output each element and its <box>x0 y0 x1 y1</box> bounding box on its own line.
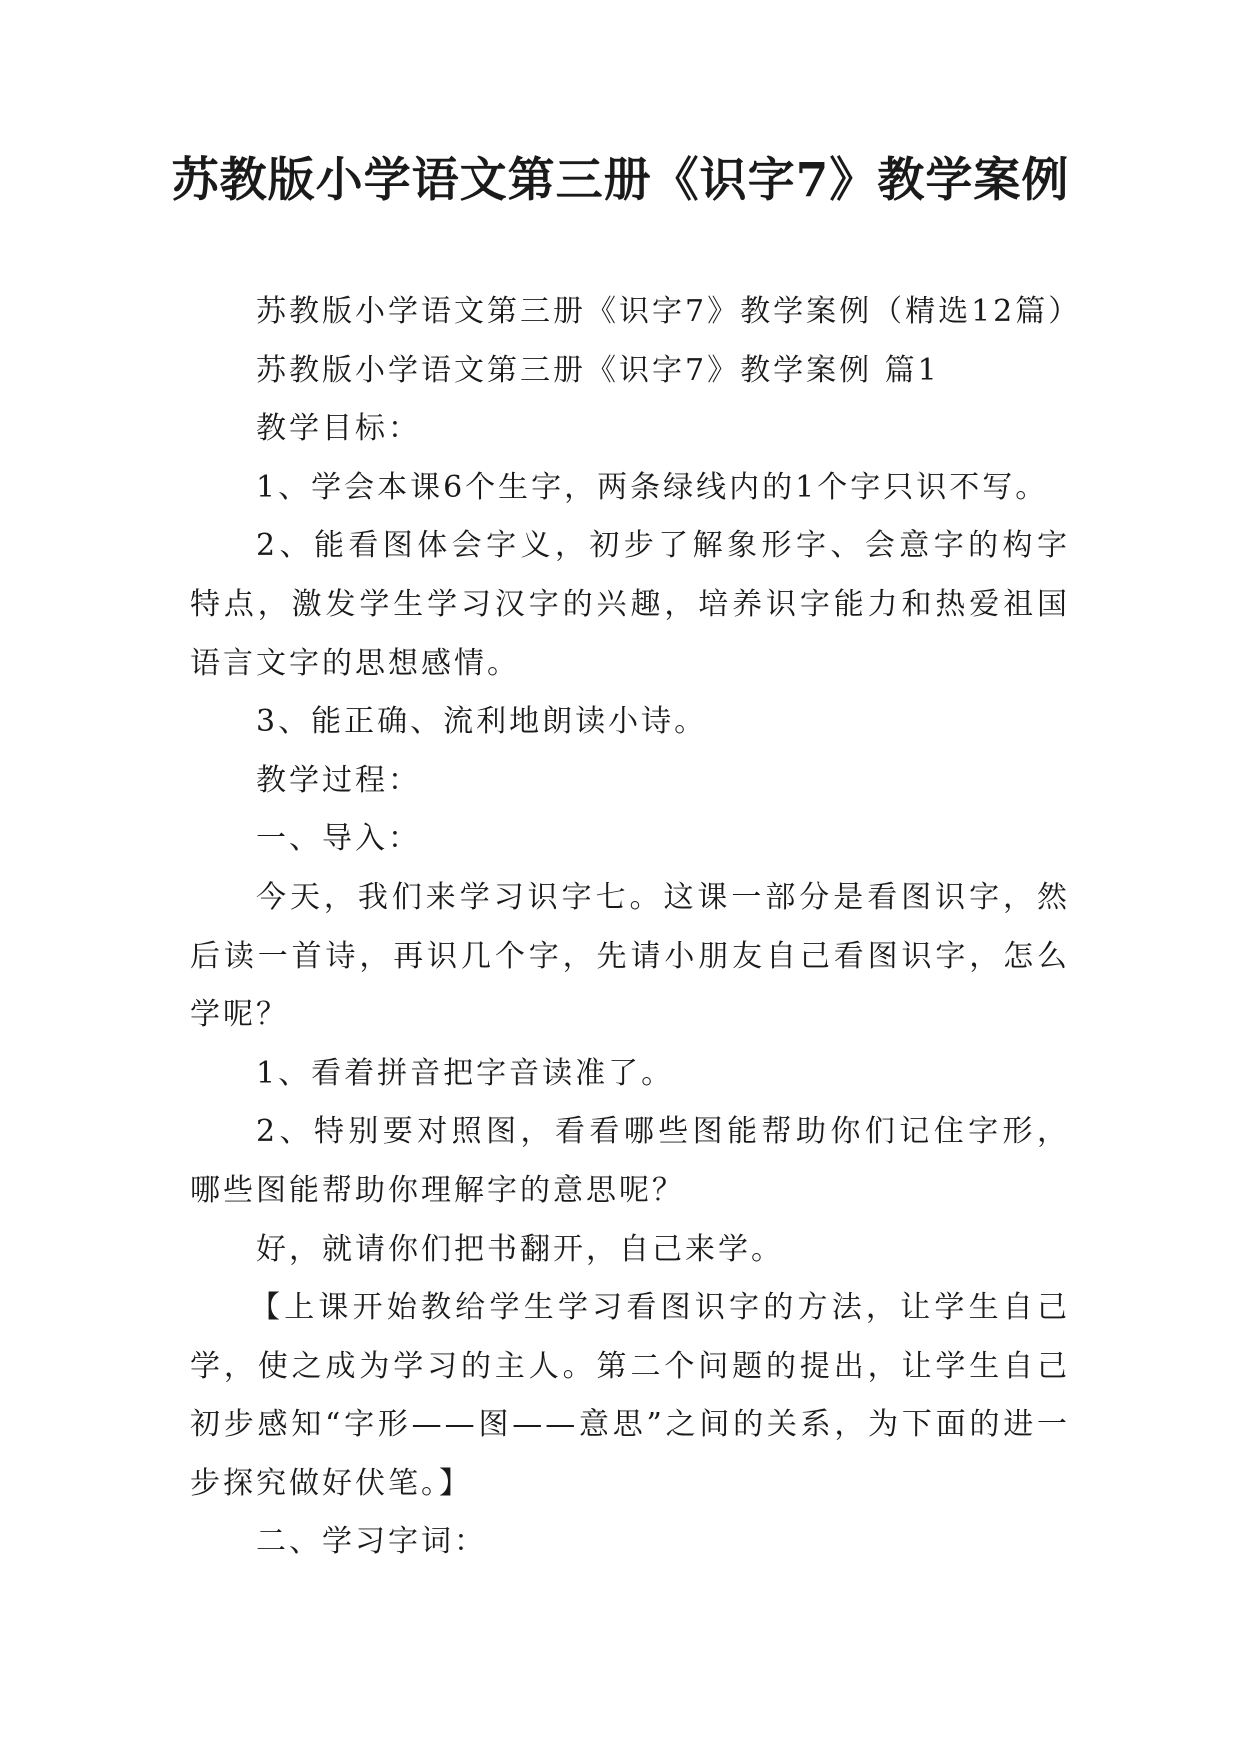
paragraph-intro-heading: 一、导入： <box>256 821 421 857</box>
document-body <box>190 283 1082 1572</box>
paragraph-start-reading: 好，就请你们把书翻开，自己来学。 <box>256 1231 784 1267</box>
paragraph-goal-2: 2、能看图体会字义，初步了解象形字、会意字的构字特点，激发学生学习汉字的兴趣，培养识字能力和热爱祖国语言文字的思想感情。 <box>190 528 1070 681</box>
paragraph-goal-1: 1、学会本课6个生字，两条绿线内的1个字只识不写。 <box>256 469 1049 505</box>
paragraph-step-1: 1、看着拼音把字音读准了。 <box>256 1055 675 1091</box>
paragraph-process-heading: 教学过程： <box>256 762 421 798</box>
paragraph-section-heading: 苏教版小学语文第三册《识字7》教学案例 篇1 <box>256 352 940 388</box>
paragraph-goal-3: 3、能正确、流利地朗读小诗。 <box>256 704 708 740</box>
paragraph-subtitle: 苏教版小学语文第三册《识字7》教学案例（精选12篇） <box>256 294 1082 329</box>
paragraph-goals-heading: 教学目标： <box>256 411 421 447</box>
paragraph-intro-text: 今天，我们来学习识字七。这课一部分是看图识字，然后读一首诗，再识几个字，先请小朋友自己看图识字，怎么学呢？ <box>190 879 1070 1033</box>
paragraph-words-heading: 二、学习字词： <box>256 1524 487 1560</box>
paragraph-step-2: 2、特别要对照图，看看哪些图能帮助你们记住字形，哪些图能帮助你理解字的意思呢？ <box>190 1114 1070 1208</box>
document-title: 苏教版小学语文第三册《识字7》教学案例 <box>171 153 1070 208</box>
paragraph-teaching-note: 【上课开始教给学生学习看图识字的方法，让学生自己学，使之成为学习的主人。第二个问题的提出，让学生自己初步感知“字形——图——意思”之间的关系，为下面的进一步探究做好伏笔。】 <box>190 1290 1070 1501</box>
